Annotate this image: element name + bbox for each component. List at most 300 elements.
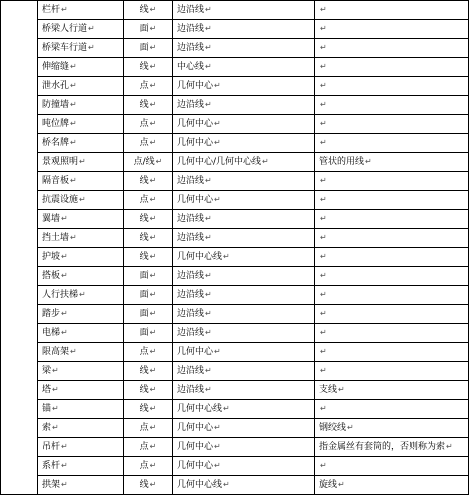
cell-type — [124, 39, 173, 58]
paragraph-mark: ↵ — [205, 24, 212, 33]
paragraph-mark: ↵ — [70, 176, 77, 185]
cell-reference — [173, 248, 315, 267]
cell-type-text: 点 — [139, 423, 149, 433]
paragraph-mark: ↵ — [223, 480, 230, 489]
cell-note — [315, 20, 469, 39]
cell-reference-text: 几何中心线 — [177, 404, 223, 414]
paragraph-mark: ↵ — [320, 366, 327, 375]
cell-name — [38, 419, 124, 438]
paragraph-mark: ↵ — [149, 24, 157, 33]
cell-type-text: 线 — [139, 480, 149, 490]
paragraph-mark: ↵ — [320, 461, 327, 470]
table-row — [1, 172, 469, 191]
cell-note — [315, 115, 469, 134]
cell-type — [124, 305, 173, 324]
paragraph-mark: ↵ — [214, 81, 221, 90]
paragraph-mark: ↵ — [320, 138, 327, 147]
cell-note — [315, 134, 469, 153]
cell-type — [124, 438, 173, 457]
table-row — [1, 20, 469, 39]
cell-type — [124, 210, 173, 229]
paragraph-mark: ↵ — [70, 233, 77, 242]
cell-note — [315, 96, 469, 115]
paragraph-mark: ↵ — [205, 271, 212, 280]
table-row — [1, 58, 469, 77]
paragraph-mark: ↵ — [149, 385, 157, 394]
cell-name-text: 翼墙 — [42, 214, 61, 224]
cell-reference — [173, 419, 315, 438]
paragraph-mark: ↵ — [320, 347, 327, 356]
cell-type-text: 面 — [139, 328, 149, 338]
cell-type-text: 线 — [139, 176, 149, 186]
cell-name-text: 挡土墙 — [42, 233, 70, 243]
paragraph-mark: ↵ — [223, 404, 230, 413]
cell-type-text: 面 — [139, 24, 149, 34]
table-row — [1, 96, 469, 115]
paragraph-mark: ↵ — [205, 5, 212, 14]
cell-name — [38, 172, 124, 191]
cell-note — [315, 476, 469, 495]
paragraph-mark: ↵ — [205, 214, 212, 223]
paragraph-mark: ↵ — [205, 309, 212, 318]
cell-note — [315, 457, 469, 476]
paragraph-mark: ↵ — [205, 62, 212, 71]
table-row — [1, 153, 469, 172]
paragraph-mark: ↵ — [61, 328, 68, 337]
paragraph-mark: ↵ — [149, 119, 157, 128]
cell-name-text: 桥梁车行道 — [42, 43, 88, 53]
cell-reference-text: 几何中心 — [177, 119, 214, 129]
table-row — [1, 362, 469, 381]
paragraph-mark: ↵ — [205, 100, 212, 109]
cell-name-text: 护坡 — [42, 252, 61, 262]
cell-type — [124, 400, 173, 419]
cell-name — [38, 58, 124, 77]
paragraph-mark: ↵ — [149, 366, 157, 375]
cell-type — [124, 20, 173, 39]
cell-note — [315, 39, 469, 58]
cell-name-text: 人行扶梯 — [42, 290, 79, 300]
paragraph-mark: ↵ — [149, 233, 157, 242]
paragraph-mark: ↵ — [149, 309, 157, 318]
cell-reference-text: 边沿线 — [177, 214, 205, 224]
cell-note-text: 管状的用线 — [319, 157, 365, 167]
cell-name-text: 隔音板 — [42, 176, 70, 186]
cell-type — [124, 457, 173, 476]
cell-type-text: 面 — [139, 43, 149, 53]
paragraph-mark: ↵ — [149, 271, 157, 280]
paragraph-mark: ↵ — [320, 290, 327, 299]
paragraph-mark: ↵ — [262, 157, 269, 166]
cell-type-text: 线 — [139, 214, 149, 224]
cell-reference-text: 边沿线 — [177, 176, 205, 186]
cell-note — [315, 381, 469, 400]
paragraph-mark: ↵ — [320, 214, 327, 223]
cell-type-text: 点 — [139, 347, 149, 357]
table-row — [1, 39, 469, 58]
cell-type-text: 面 — [139, 290, 149, 300]
cell-reference-text: 几何中心 — [177, 347, 214, 357]
cell-type — [124, 343, 173, 362]
table-body — [1, 1, 469, 495]
paragraph-mark: ↵ — [149, 5, 157, 14]
cell-type-text: 线 — [139, 233, 149, 243]
cell-name — [38, 210, 124, 229]
cell-note — [315, 77, 469, 96]
cell-type-text: 线 — [139, 385, 149, 395]
cell-note — [315, 1, 469, 20]
cell-note — [315, 419, 469, 438]
cell-name-text: 吊杆 — [42, 442, 61, 452]
paragraph-mark: ↵ — [205, 43, 212, 52]
cell-type-text: 线 — [139, 404, 149, 414]
paragraph-mark: ↵ — [61, 442, 68, 451]
cell-name-text: 景观照明 — [42, 157, 79, 167]
paragraph-mark: ↵ — [320, 404, 327, 413]
paragraph-mark: ↵ — [320, 62, 327, 71]
cell-note-text: 指金属丝有套筒的，否则称为索 — [319, 442, 446, 452]
cell-reference — [173, 438, 315, 457]
paragraph-mark: ↵ — [61, 5, 68, 14]
cell-type — [124, 172, 173, 191]
cell-type-text: 点/线 — [133, 157, 155, 167]
cell-note — [315, 191, 469, 210]
paragraph-mark: ↵ — [149, 252, 157, 261]
cell-type-text: 线 — [139, 366, 149, 376]
paragraph-mark: ↵ — [149, 214, 157, 223]
cell-type-text: 面 — [139, 271, 149, 281]
paragraph-mark: ↵ — [365, 157, 372, 166]
cell-name — [38, 324, 124, 343]
cell-reference — [173, 115, 315, 134]
paragraph-mark: ↵ — [52, 385, 59, 394]
category-column — [1, 1, 38, 495]
paragraph-mark: ↵ — [70, 81, 77, 90]
cell-name-text: 桥名牌 — [42, 138, 70, 148]
paragraph-mark: ↵ — [70, 119, 77, 128]
cell-type — [124, 476, 173, 495]
cell-type — [124, 134, 173, 153]
cell-type — [124, 324, 173, 343]
cell-name-text: 踏步 — [42, 309, 61, 319]
cell-reference-text: 边沿线 — [177, 100, 205, 110]
cell-name — [38, 229, 124, 248]
cell-reference — [173, 39, 315, 58]
paragraph-mark: ↵ — [70, 347, 77, 356]
paragraph-mark: ↵ — [214, 442, 221, 451]
paragraph-mark: ↵ — [149, 195, 157, 204]
cell-note — [315, 153, 469, 172]
cell-reference-text: 几何中心线 — [177, 480, 223, 490]
paragraph-mark: ↵ — [70, 62, 77, 71]
cell-name-text: 泄水孔 — [42, 81, 70, 91]
cell-name — [38, 115, 124, 134]
cell-note — [315, 324, 469, 343]
cell-name — [38, 96, 124, 115]
cell-type-text: 线 — [139, 252, 149, 262]
cell-note — [315, 343, 469, 362]
table-row — [1, 419, 469, 438]
cell-type — [124, 77, 173, 96]
cell-type-text: 点 — [139, 195, 149, 205]
cell-reference — [173, 343, 315, 362]
cell-note — [315, 172, 469, 191]
table-row — [1, 191, 469, 210]
cell-type-text: 线 — [139, 5, 149, 15]
cell-type — [124, 153, 173, 172]
cell-name-text: 拱架 — [42, 480, 61, 490]
paragraph-mark: ↵ — [320, 5, 327, 14]
paragraph-mark: ↵ — [61, 480, 68, 489]
table-row — [1, 438, 469, 457]
cell-name-text: 索 — [42, 423, 52, 433]
cell-note-text: 旋线 — [319, 480, 338, 490]
paragraph-mark: ↵ — [320, 233, 327, 242]
cell-reference — [173, 1, 315, 20]
cell-type — [124, 248, 173, 267]
cell-reference — [173, 210, 315, 229]
paragraph-mark: ↵ — [52, 366, 59, 375]
cell-note-text: 支线 — [319, 385, 338, 395]
paragraph-mark: ↵ — [205, 328, 212, 337]
cell-reference — [173, 172, 315, 191]
cell-name — [38, 476, 124, 495]
paragraph-mark: ↵ — [88, 24, 95, 33]
cell-name-text: 梁 — [42, 366, 52, 376]
cell-type — [124, 267, 173, 286]
cell-name-text: 吨位牌 — [42, 119, 70, 129]
paragraph-mark: ↵ — [149, 176, 157, 185]
cell-type — [124, 381, 173, 400]
cell-type-text: 点 — [139, 81, 149, 91]
table-row — [1, 305, 469, 324]
paragraph-mark: ↵ — [52, 404, 59, 413]
paragraph-mark: ↵ — [320, 24, 327, 33]
table-row — [1, 286, 469, 305]
paragraph-mark: ↵ — [338, 480, 345, 489]
cell-reference-text: 边沿线 — [177, 290, 205, 300]
paragraph-mark: ↵ — [223, 252, 230, 261]
cell-type-text: 线 — [139, 62, 149, 72]
cell-reference — [173, 20, 315, 39]
table-row — [1, 381, 469, 400]
cell-name — [38, 438, 124, 457]
cell-name — [38, 381, 124, 400]
paragraph-mark: ↵ — [149, 290, 157, 299]
cell-name-text: 塔 — [42, 385, 52, 395]
cell-type — [124, 286, 173, 305]
table-row — [1, 77, 469, 96]
cell-reference — [173, 286, 315, 305]
cell-type-text: 点 — [139, 119, 149, 129]
paragraph-mark: ↵ — [149, 347, 157, 356]
cell-reference-text: 几何中心 — [177, 81, 214, 91]
cell-reference-text: 几何中心 — [177, 195, 214, 205]
paragraph-mark: ↵ — [149, 62, 157, 71]
paragraph-mark: ↵ — [79, 195, 86, 204]
table-row — [1, 476, 469, 495]
paragraph-mark: ↵ — [205, 385, 212, 394]
paragraph-mark: ↵ — [79, 157, 86, 166]
table-row — [1, 343, 469, 362]
cell-type — [124, 96, 173, 115]
cell-name — [38, 39, 124, 58]
cell-reference-text: 边沿线 — [177, 5, 205, 15]
cell-name — [38, 343, 124, 362]
cell-name — [38, 286, 124, 305]
paragraph-mark: ↵ — [320, 252, 327, 261]
table-row — [1, 229, 469, 248]
cell-reference — [173, 362, 315, 381]
cell-note — [315, 58, 469, 77]
cell-reference — [173, 476, 315, 495]
cell-note — [315, 400, 469, 419]
paragraph-mark: ↵ — [149, 423, 157, 432]
cell-reference-text: 边沿线 — [177, 233, 205, 243]
paragraph-mark: ↵ — [214, 138, 221, 147]
paragraph-mark: ↵ — [214, 119, 221, 128]
table-row — [1, 324, 469, 343]
cell-reference-text: 边沿线 — [177, 366, 205, 376]
paragraph-mark: ↵ — [61, 461, 68, 470]
cell-reference — [173, 457, 315, 476]
cell-reference — [173, 381, 315, 400]
cell-type — [124, 115, 173, 134]
cell-type-text: 点 — [139, 442, 149, 452]
cell-reference — [173, 77, 315, 96]
cell-reference-text: 几何中心 — [177, 461, 214, 471]
paragraph-mark: ↵ — [205, 233, 212, 242]
paragraph-mark: ↵ — [149, 404, 157, 413]
cell-type — [124, 362, 173, 381]
paragraph-mark: ↵ — [205, 366, 212, 375]
paragraph-mark: ↵ — [61, 252, 68, 261]
table-row — [1, 115, 469, 134]
paragraph-mark: ↵ — [149, 81, 157, 90]
cell-note-text: 钢绞线 — [319, 423, 347, 433]
paragraph-mark: ↵ — [320, 43, 327, 52]
cell-reference-text: 边沿线 — [177, 24, 205, 34]
cell-name — [38, 457, 124, 476]
paragraph-mark: ↵ — [79, 290, 86, 299]
cell-type-text: 点 — [139, 138, 149, 148]
cell-reference-text: 边沿线 — [177, 309, 205, 319]
cell-name — [38, 134, 124, 153]
paragraph-mark: ↵ — [155, 157, 163, 166]
cell-name-text: 伸缩缝 — [42, 62, 70, 72]
cell-reference — [173, 400, 315, 419]
cell-reference — [173, 96, 315, 115]
cell-name-text: 桥梁人行道 — [42, 24, 88, 34]
cell-type — [124, 58, 173, 77]
paragraph-mark: ↵ — [88, 43, 95, 52]
paragraph-mark: ↵ — [214, 423, 221, 432]
paragraph-mark: ↵ — [70, 100, 77, 109]
paragraph-mark: ↵ — [347, 423, 354, 432]
paragraph-mark: ↵ — [205, 290, 212, 299]
cell-name — [38, 1, 124, 20]
paragraph-mark: ↵ — [61, 309, 68, 318]
paragraph-mark: ↵ — [205, 176, 212, 185]
cell-reference — [173, 134, 315, 153]
cell-name-text: 系杆 — [42, 461, 61, 471]
cell-name — [38, 267, 124, 286]
cell-reference-text: 几何中心/几何中心线 — [177, 157, 262, 167]
paragraph-mark: ↵ — [214, 347, 221, 356]
paragraph-mark: ↵ — [70, 138, 77, 147]
paragraph-mark: ↵ — [149, 461, 157, 470]
table-row — [1, 1, 469, 20]
cell-reference — [173, 191, 315, 210]
paragraph-mark: ↵ — [320, 309, 327, 318]
paragraph-mark: ↵ — [320, 195, 327, 204]
cell-name — [38, 77, 124, 96]
cell-type-text: 线 — [139, 100, 149, 110]
cell-note — [315, 286, 469, 305]
cell-reference-text: 几何中心 — [177, 423, 214, 433]
cell-reference — [173, 229, 315, 248]
cell-reference — [173, 324, 315, 343]
paragraph-mark: ↵ — [149, 328, 157, 337]
table-row — [1, 400, 469, 419]
cell-name — [38, 362, 124, 381]
cell-type — [124, 229, 173, 248]
paragraph-mark: ↵ — [320, 176, 327, 185]
cell-reference-text: 边沿线 — [177, 43, 205, 53]
cell-type — [124, 1, 173, 20]
cell-note — [315, 362, 469, 381]
paragraph-mark: ↵ — [149, 480, 157, 489]
cell-name — [38, 248, 124, 267]
table-row — [1, 457, 469, 476]
cell-name-text: 抗震设施 — [42, 195, 79, 205]
cell-name-text: 锚 — [42, 404, 52, 414]
cell-reference-text: 边沿线 — [177, 385, 205, 395]
cell-reference — [173, 305, 315, 324]
cell-name-text: 电梯 — [42, 328, 61, 338]
paragraph-mark: ↵ — [149, 43, 157, 52]
cell-reference — [173, 153, 315, 172]
cell-reference-text: 边沿线 — [177, 328, 205, 338]
paragraph-mark: ↵ — [446, 442, 453, 451]
paragraph-mark: ↵ — [52, 423, 59, 432]
table-row — [1, 210, 469, 229]
cell-type — [124, 419, 173, 438]
paragraph-mark: ↵ — [214, 461, 221, 470]
paragraph-mark: ↵ — [338, 385, 345, 394]
cell-name — [38, 191, 124, 210]
cell-name — [38, 305, 124, 324]
cell-reference-text: 边沿线 — [177, 271, 205, 281]
paragraph-mark: ↵ — [61, 271, 68, 280]
cell-name-text: 搭板 — [42, 271, 61, 281]
paragraph-mark: ↵ — [149, 442, 157, 451]
cell-note — [315, 438, 469, 457]
cell-note — [315, 248, 469, 267]
cell-reference-text: 几何中心线 — [177, 252, 223, 262]
cell-name — [38, 153, 124, 172]
paragraph-mark: ↵ — [320, 119, 327, 128]
table-row — [1, 248, 469, 267]
cell-type — [124, 191, 173, 210]
cell-type-text: 点 — [139, 461, 149, 471]
paragraph-mark: ↵ — [149, 138, 157, 147]
paragraph-mark: ↵ — [320, 271, 327, 280]
paragraph-mark: ↵ — [320, 328, 327, 337]
cell-reference-text: 中心线 — [177, 62, 205, 72]
cell-name-text: 限高架 — [42, 347, 70, 357]
cell-reference-text: 几何中心 — [177, 442, 214, 452]
